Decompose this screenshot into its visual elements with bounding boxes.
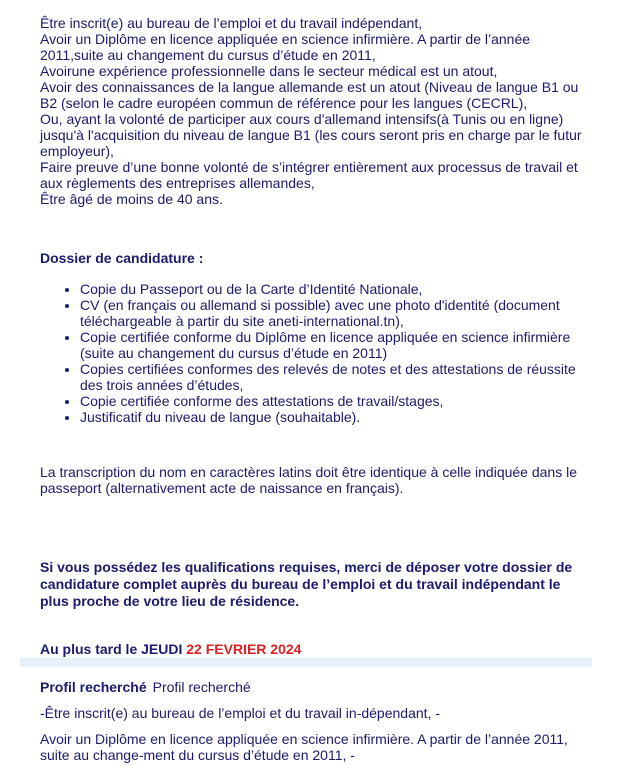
- requirement-line: Être âgé de moins de 40 ans.: [40, 191, 223, 207]
- list-item: • CV (en français ou allemand si possible) avec une photo d'identité (document téléchargeable à partir du site aneti-international.tn),: [80, 297, 597, 329]
- profil-heading: [40, 679, 595, 695]
- list-item: • Copie certifiée conforme du Diplôme en licence appliquée en science infirmière (suite au changement du cursus d’étude en 2011): [80, 329, 597, 361]
- list-item: • Copies certifiées conformes des relevés de notes et des attestations de réussite des trois années d’études,: [80, 361, 597, 393]
- requirement-line: Avoir des connaissances de la langue allemande est un atout (Niveau de langue B1 ou: [40, 79, 579, 95]
- call-to-action: Si vous possédez les qualifications requises, merci de déposer votre dossier de candidature complet auprès du bureau de l’emploi et du travail indépendant le plus proche de votre lieu de résidence.: [40, 559, 573, 609]
- deadline: [40, 641, 595, 657]
- requirement-line: Ou, ayant la volonté de participer aux cours d'allemand intensifs(à Tunis ou en ligne): [40, 111, 564, 127]
- requirement-line: Faire preuve d’une bonne volonté de s’intégrer entièrement aux processus de travail et: [40, 159, 578, 175]
- list-item: • Copie certifiée conforme des attestations de travail/stages,: [80, 393, 597, 409]
- profil-label: Profil recherché: [40, 679, 147, 695]
- list-item: • Copie du Passeport ou de la Carte d’Identité Nationale,: [80, 281, 597, 297]
- profil-line: -Être inscrit(e) au bureau de l’emploi et du travail in-dépendant, -: [40, 705, 440, 721]
- requirements-block: [40, 15, 595, 207]
- requirement-line: jusqu'à l'acquisition du niveau de langue B1 (les cours seront pris en charge par le futur: [40, 127, 582, 143]
- dossier-heading: Dossier de candidature :: [40, 250, 204, 266]
- profil-line: Avoir un Diplôme en licence appliquée en science infirmière. A partir de l’année 2011, suite au change-ment du cursus d’étude en 2011, -: [40, 731, 568, 763]
- transcription-note: La transcription du nom en caractères latins doit être identique à celle indiquée dans le passeport (alternativement acte de naissance en français).: [40, 464, 577, 496]
- section-divider: [20, 658, 592, 667]
- requirement-line: Avoir un Diplôme en licence appliquée en science infirmière. A partir de l’année: [40, 31, 531, 47]
- dossier-list: [40, 281, 597, 425]
- profil-sublabel: Profil recherché: [152, 679, 251, 695]
- requirement-line: employeur),: [40, 143, 114, 159]
- requirement-line: Être inscrit(e) au bureau de l’emploi et du travail indépendant,: [40, 15, 423, 31]
- list-item: • Justificatif du niveau de langue (souhaitable).: [80, 409, 597, 425]
- requirement-line: Avoirune expérience professionnelle dans le secteur médical est un atout,: [40, 63, 498, 79]
- requirement-line: 2011,suite au changement du cursus d’étude en 2011,: [40, 47, 376, 63]
- requirement-line: B2 (selon le cadre européen commun de référence pour les langues (CECRL),: [40, 95, 528, 111]
- deadline-prefix: Au plus tard le JEUDI: [40, 641, 187, 657]
- deadline-date: 22 FEVRIER 2024: [186, 641, 302, 657]
- requirement-line: aux règlements des entreprises allemandes,: [40, 175, 315, 191]
